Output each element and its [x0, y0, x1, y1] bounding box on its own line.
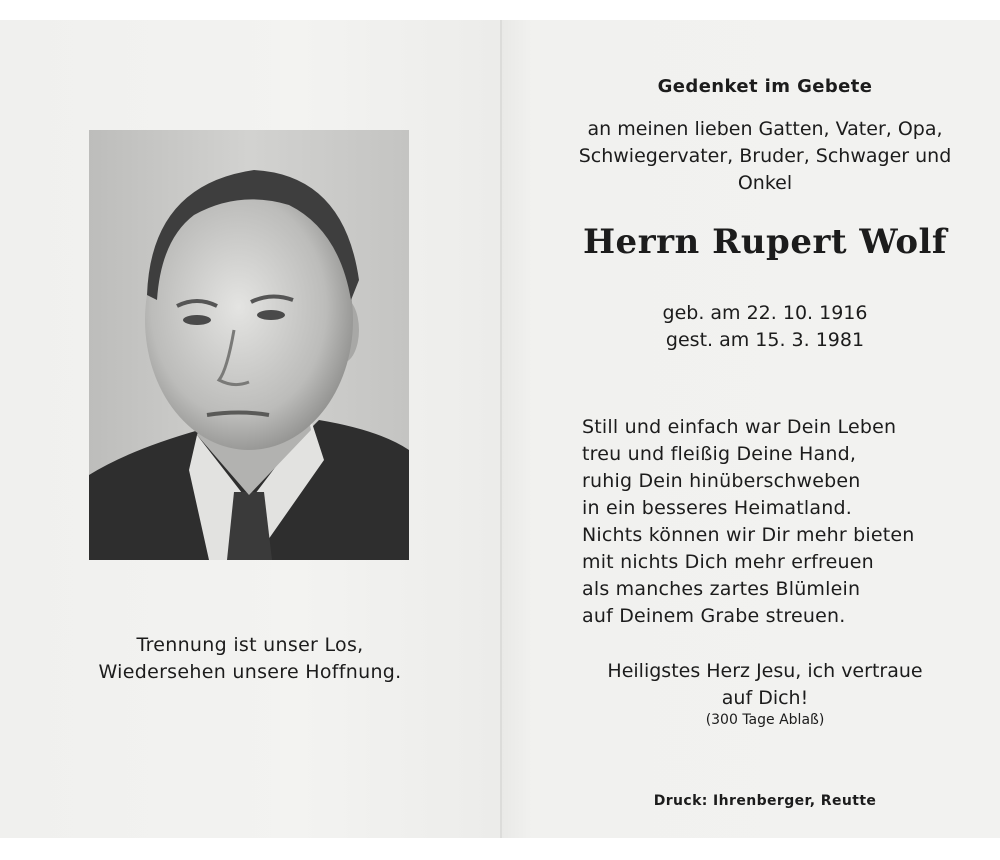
life-dates: [540, 300, 990, 354]
indulgence-note: (300 Tage Ablaß): [705, 712, 825, 728]
left-caption: [20, 632, 480, 686]
left-caption-line: Trennung ist unser Los,: [136, 634, 364, 656]
poem-line: in ein besseres Heimatland.: [582, 497, 852, 519]
poem-line: ruhig Dein hinüberschweben: [582, 470, 861, 492]
portrait-image: [89, 130, 409, 560]
prayer: [540, 658, 990, 712]
poem-line: mit nichts Dich mehr erfreuen: [582, 551, 874, 573]
poem: [582, 414, 982, 630]
prayer-line: Heiligstes Herz Jesu, ich vertraue: [607, 660, 923, 682]
poem-line: auf Deinem Grabe streuen.: [582, 605, 846, 627]
heading: Gedenket im Gebete: [657, 76, 873, 97]
intro-line: an meinen lieben Gatten, Vater, Opa,: [587, 118, 943, 140]
poem-line: treu und fleißig Deine Hand,: [582, 443, 857, 465]
intro-line: Schwiegervater, Bruder, Schwager und: [578, 145, 952, 167]
portrait-photo: [89, 130, 409, 560]
left-caption-line: Wiedersehen unsere Hoffnung.: [98, 661, 402, 683]
intro-text: [540, 116, 990, 197]
printer-credit: Druck: Ihrenberger, Reutte: [653, 793, 877, 809]
intro-line: Onkel: [737, 172, 793, 194]
poem-line: Still und einfach war Dein Leben: [582, 416, 897, 438]
deceased-name: Herrn Rupert Wolf: [582, 222, 948, 262]
birth-date: geb. am 22. 10. 1916: [662, 302, 868, 324]
prayer-line: auf Dich!: [721, 687, 809, 709]
poem-line: Nichts können wir Dir mehr bieten: [582, 524, 915, 546]
death-date: gest. am 15. 3. 1981: [665, 329, 865, 351]
poem-line: als manches zartes Blümlein: [582, 578, 861, 600]
